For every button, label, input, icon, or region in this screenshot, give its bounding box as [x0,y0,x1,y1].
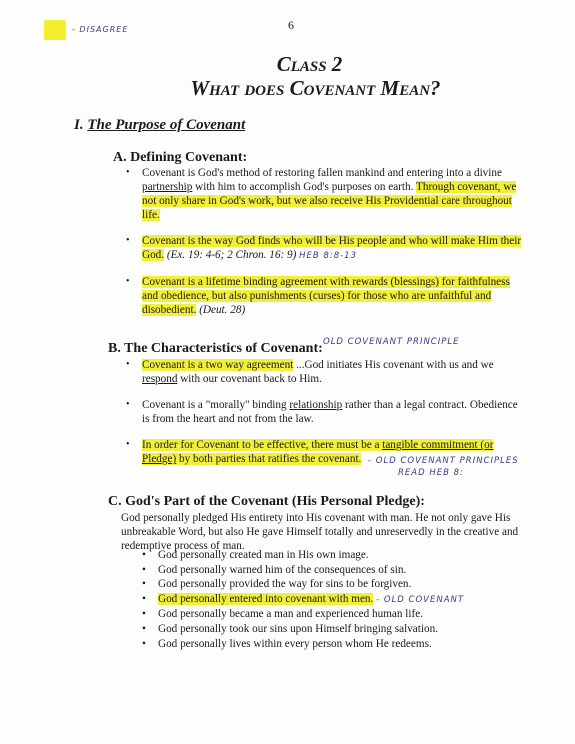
section-b-heading: B. The Characteristics of Covenant: [108,341,323,356]
a1-highlight: Through covenant, we not only share in God's work, but we also receive His Providential care throughout life. [142,181,517,221]
a2-reference: (Ex. 19: 4-6; 2 Chron. 16: 9) [166,249,297,261]
section-1-heading [74,117,245,134]
b3-text: In order for Covenant to be effective, there must be a [142,439,380,451]
section-b-handwritten-note: OLD COVENANT PRINCIPLE [323,337,460,347]
page-subtitle: What does Covenant Mean? [190,76,441,100]
b1-highlight: Covenant is a two way agreement [142,359,294,371]
section-1-title: The Purpose of Covenant [87,117,246,133]
list-item: • God personally became a man and experienced human life. [142,607,464,622]
a2-highlight: Covenant is the way God finds who will be His people and who will make Him their God. [142,235,522,261]
c4-handwritten-note: - OLD COVENANT [376,594,465,605]
section-c-paragraph: God personally pledged His entirety into His covenant with man. He not only gave His unbreakable Word, but also He gave Himself totally and unreservedly in the creative and redemptive process of man. [121,512,519,552]
a1-partnership: partnership [142,181,193,193]
sticky-note [44,20,66,40]
bullet-dot: • [126,235,130,246]
section-1-numeral: I. [74,117,84,133]
list-item: • God personally provided the way for sins to be forgiven. [142,577,464,592]
list-item: • God personally took our sins upon Himself bringing salvation. [142,622,464,637]
a3-reference: (Deut. 28) [199,304,246,316]
section-a-bullet-1 [126,166,522,222]
handwritten-note-disagree: - DISAGREE [72,25,129,34]
b3-handwritten-note-1: - OLD COVENANT PRINCIPLES [368,456,519,466]
a3-highlight: Covenant is a lifetime binding agreement with rewards (blessings) for faithfulness and obedience, but also punishments (curses) for those who are unfaithful and disobedient. [142,276,510,316]
a1-text-2: with him to accomplish God's purposes on earth. [195,181,414,193]
bullet-dot: • [126,276,130,287]
list-item: • God personally warned him of the consequences of sin. [142,563,464,578]
section-a-heading: A. Defining Covenant: [113,150,248,165]
b3-tangible: tangible commitment (or Pledge) [142,439,494,465]
list-item-highlighted [142,592,464,608]
section-a-bullet-3 [126,275,522,317]
b1-text-2: with our covenant back to Him. [180,373,322,385]
section-b-bullet-2 [126,398,522,426]
b3-text-2: by both parties that ratifies the covenant. [178,453,362,465]
b1-text: ...God initiates His covenant with us and we [296,359,494,371]
bullet-dot: • [126,167,130,178]
b2-text: Covenant is a "morally" binding [142,399,287,411]
section-a-bullet-2 [126,234,522,263]
bullet-dot: • [126,399,130,410]
section-c-list [142,548,464,651]
c4-highlight: God personally entered into covenant with men. [158,592,374,605]
section-c-heading: C. God's Part of the Covenant (His Personal Pledge): [108,494,425,509]
list-item: • God personally created man in His own image. [142,548,464,563]
a1-text: Covenant is God's method of restoring fallen mankind and entering into a divine [142,167,502,179]
list-item: • God personally lives within every person whom He redeems. [142,637,464,652]
bullet-dot: • [126,439,130,450]
page-title: Class 2 [276,52,343,76]
page-number: 6 [288,18,294,32]
b1-respond: respond [142,373,178,385]
section-b-bullet-1 [126,358,522,386]
b2-relationship: relationship [289,399,343,411]
a2-handwritten-note: HEB 8:8-13 [299,251,357,261]
b2-text-2: rather than a legal contract. Obedience is from the heart and not from the law. [142,399,518,425]
bullet-dot: • [126,359,130,370]
b3-handwritten-note-2: READ HEB 8: [398,468,464,478]
